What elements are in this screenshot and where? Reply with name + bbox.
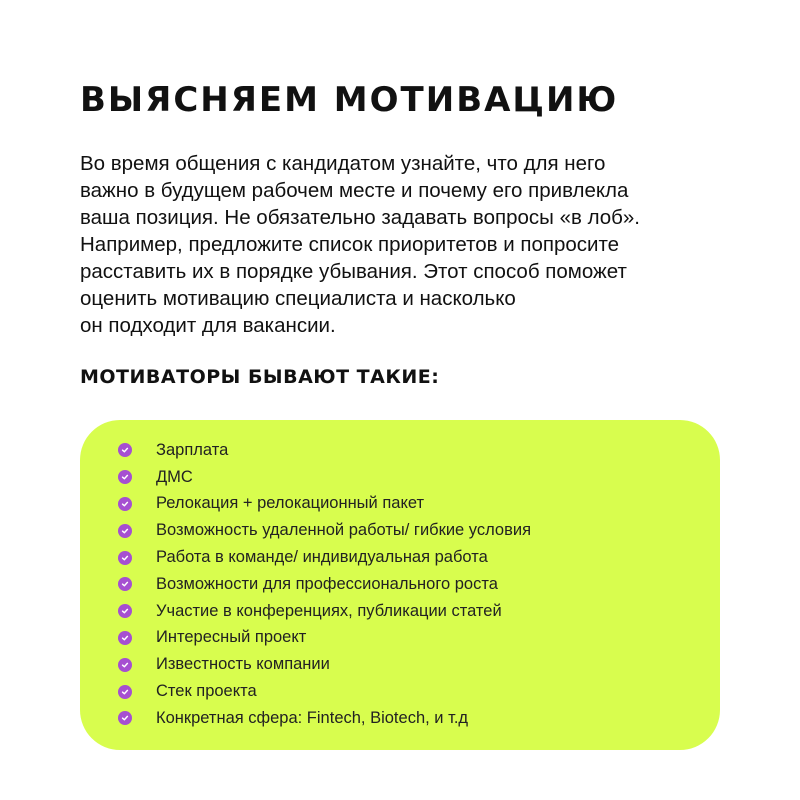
motivator-label: Стек проекта xyxy=(156,682,257,701)
motivator-item xyxy=(118,651,531,678)
intro-line: Например, предложите список приоритетов и попросите xyxy=(80,233,620,256)
check-circle-icon xyxy=(118,551,132,565)
check-circle-icon xyxy=(118,497,132,511)
motivator-item xyxy=(118,598,531,625)
section-heading: МОТИВАТОРЫ БЫВАЮТ ТАКИЕ: xyxy=(80,366,440,388)
motivator-item xyxy=(118,437,531,464)
intro-paragraph xyxy=(80,150,740,339)
motivator-label: Конкретная сфера: Fintech, Biotech, и т.д xyxy=(156,708,469,727)
check-circle-icon xyxy=(118,524,132,538)
motivator-item xyxy=(118,464,531,491)
check-circle-icon xyxy=(118,658,132,672)
check-circle-icon xyxy=(118,711,132,725)
motivator-item xyxy=(118,678,531,705)
intro-line: ваша позиция. Не обязательно задавать вопросы «в лоб». xyxy=(80,206,640,229)
motivators-card xyxy=(80,420,720,750)
page-title: ВЫЯСНЯЕМ МОТИВАЦИЮ xyxy=(80,80,619,120)
motivator-item xyxy=(118,625,531,652)
motivator-label: ДМС xyxy=(156,467,193,486)
motivators-list xyxy=(118,437,531,732)
intro-line: расставить их в порядке убывания. Этот способ поможет xyxy=(80,260,627,283)
motivator-item xyxy=(118,491,531,518)
intro-line: он подходит для вакансии. xyxy=(80,314,336,337)
motivator-label: Релокация + релокационный пакет xyxy=(156,494,425,513)
motivator-label: Возможности для профессионального роста xyxy=(156,574,498,593)
intro-line: Во время общения с кандидатом узнайте, что для него xyxy=(80,152,606,175)
check-circle-icon xyxy=(118,443,132,457)
check-circle-icon xyxy=(118,631,132,645)
motivator-label: Интересный проект xyxy=(156,628,307,647)
check-circle-icon xyxy=(118,470,132,484)
motivator-label: Возможность удаленной работы/ гибкие условия xyxy=(156,521,532,540)
check-circle-icon xyxy=(118,604,132,618)
motivator-item xyxy=(118,571,531,598)
check-circle-icon xyxy=(118,685,132,699)
motivator-item xyxy=(118,544,531,571)
intro-line: важно в будущем рабочем месте и почему его привлекла xyxy=(80,179,629,202)
motivator-label: Участие в конференциях, публикации статей xyxy=(156,601,502,620)
motivator-item xyxy=(118,517,531,544)
check-circle-icon xyxy=(118,577,132,591)
motivator-label: Известность компании xyxy=(156,655,330,674)
motivator-item xyxy=(118,705,531,732)
intro-line: оценить мотивацию специалиста и насколько xyxy=(80,287,516,310)
motivator-label: Зарплата xyxy=(156,440,229,459)
motivator-label: Работа в команде/ индивидуальная работа xyxy=(156,548,488,567)
